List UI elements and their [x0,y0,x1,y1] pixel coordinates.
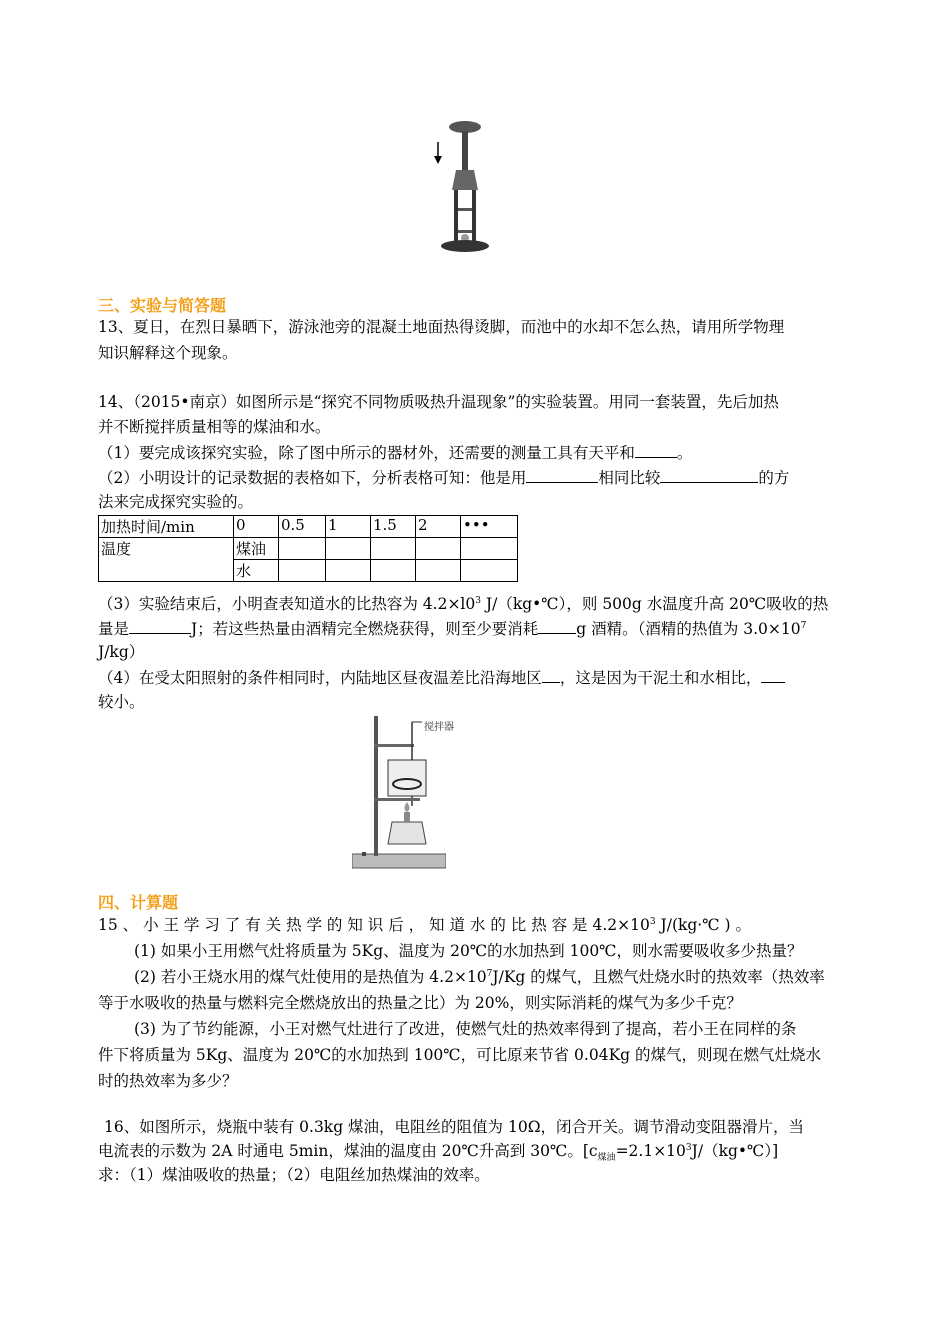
section4-title: 四、计算题 [98,893,179,912]
table-time: 0 [234,516,279,538]
table-time: 1.5 [371,516,416,538]
record-table [98,515,518,582]
q16-line3: 求：（1）煤油吸收的热量；（2）电阻丝加热煤油的效率。 [98,1166,490,1184]
q14-line1: 14、（2015•南京）如图所示是“探究不同物质吸热升温现象”的实验装置。用同一套装置，先后加热 [98,393,779,411]
q15-sub2-line2: 等于水吸收的热量与燃料完全燃烧放出的热量之比）为 20%，则实际消耗的煤气为多少千克？ [98,994,742,1012]
stirrer-label: 搅拌器 [424,722,454,733]
q14-part2-line2: 法来完成探究实验的。 [98,493,254,511]
q14-part3-line3: J/kg） [98,643,145,661]
q15-sub3-line2: 件下将质量为 5Kg、温度为 20℃的水加热到 100℃，可比原来节省 0.04Kg 的煤气，则现在燃气灶烧水 [98,1046,822,1064]
q16-line1: 16、如图所示，烧瓶中装有 0.3kg 煤油，电阻丝的阻值为 10Ω，闭合开关。调节滑动变阻器滑片，当 [104,1118,805,1136]
air-compression-figure [428,118,500,258]
heating-apparatus-figure [352,714,446,870]
q13-line2: 知识解释这个现象。 [98,344,238,362]
table-row [99,538,518,560]
q15-sub3-line3: 时的热效率为多少？ [98,1072,238,1090]
table-row [99,516,518,538]
q14-line2: 并不断搅拌质量相等的煤油和水。 [98,418,331,436]
q15-sub1: (1) 如果小王用燃气灶将质量为 5Kg、温度为 20℃的水加热到 100℃，则水需要吸收多少热量？ [134,942,803,960]
table-row-label: 水 [234,560,279,582]
q14-part3-line1: （3）实验结束后，小明查表知道水的比热容为 $4.2\times l0^3$ J/（kg•℃），则 500g 水温度升高 20℃吸收的热 [98,595,829,613]
q14-part4: （4）在受太阳照射的条件相同时，内陆地区昼夜温差比沿海地区 ，这是因为干泥土和水相比， [98,666,785,689]
section3-title: 三、实验与简答题 [98,296,227,315]
q15-sub3-line1: (3) 为了节约能源，小王对燃气灶进行了改进，使燃气灶的热效率得到了提高，若小王在同样的条 [134,1020,797,1038]
table-temp-label: 温度 [99,538,234,582]
table-time: ••• [461,516,518,538]
q14-part4-line2: 较小。 [98,693,145,711]
q14-part3-line2: 量是 J；若这些热量由酒精完全燃烧获得，则至少要消耗 g 酒精。（酒精的热值为 $3.0\times 10^7$ [98,617,806,640]
q15-intro: 15 、 小 王 学 习 了 有 关 热 学 的 知 识 后 ， 知 道 水 的 比 热 容 是 $4.2\times 10^3$ J/(kg·℃ ) 。 [98,916,751,934]
table-time: 2 [416,516,461,538]
q16-line2: 电流表的示数为 2A 时通电 5min，煤油的温度由 20℃升高到 30℃。$[c_{煤油}=2.1\times 10^3J/(kg•℃)]$ [98,1142,779,1164]
q15-sub2: (2) 若小王烧水用的煤气灶使用的是热值为 $4.2\times 10^7J/Kg$ 的煤气，且燃气灶烧水时的热效率（热效率 [134,968,825,986]
table-time: 0.5 [279,516,326,538]
table-header-label: 加热时间/min [99,516,234,538]
q14-part1: （1）要完成该探究实验，除了图中所示的器材外，还需要的测量工具有天平和 。 [98,441,692,464]
table-time: 1 [326,516,371,538]
q14-part2: （2）小明设计的记录数据的表格如下，分析表格可知：他是用 相同比较 的方 [98,466,789,489]
q13-line1: 13、夏日，在烈日暴晒下，游泳池旁的混凝土地面热得烫脚，而池中的水却不怎么热，请用所学物理 [98,318,785,336]
table-row-label: 煤油 [234,538,279,560]
